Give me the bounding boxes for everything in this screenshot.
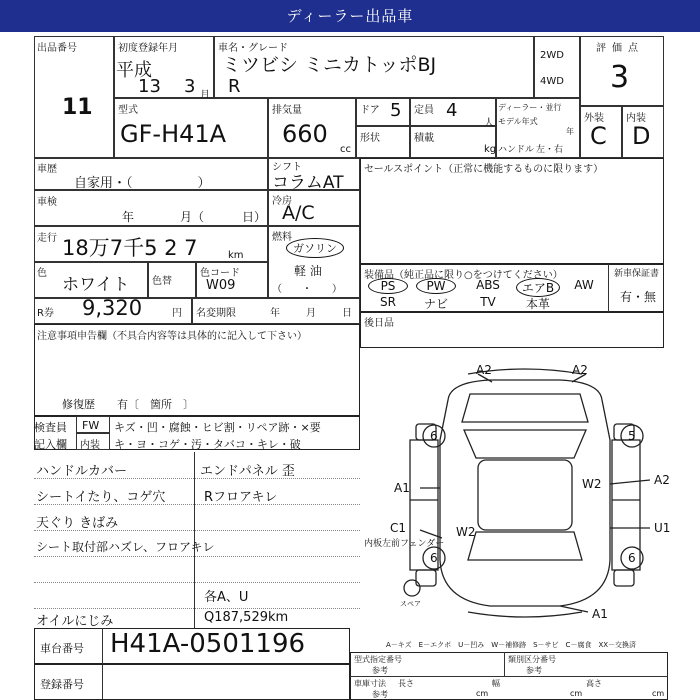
shape-label: 形状 bbox=[360, 133, 380, 144]
check-row2-label: 記入欄 bbox=[34, 438, 67, 451]
load-unit: kg bbox=[484, 144, 497, 155]
interior-value: D bbox=[632, 122, 651, 150]
name-change-year: 年 bbox=[270, 308, 280, 319]
name-change-month: 月 bbox=[306, 308, 316, 319]
footer-class-ref: 参考 bbox=[526, 666, 542, 675]
color-code-value: W09 bbox=[206, 278, 236, 293]
spare-label: スペア bbox=[400, 600, 421, 608]
footer-dims-ref: 参考 bbox=[372, 690, 388, 699]
exterior-value: C bbox=[590, 122, 607, 150]
note-line bbox=[34, 556, 360, 557]
footer-width: 幅 bbox=[492, 679, 500, 688]
rear-bumper bbox=[468, 612, 582, 617]
mileage-value: 18万7千5 2 7 bbox=[62, 236, 198, 260]
damage-legend: A－キズ E－エクボ U－凹み W－補修跡 S－サビ C－腐食 XX－交換済 bbox=[386, 641, 637, 649]
equipment-ps: PS bbox=[368, 278, 408, 294]
interior-label: 内装 bbox=[626, 113, 646, 124]
note-seat-mount: シート取付部ハズレ、フロアキレ bbox=[36, 540, 215, 554]
mark-c1-left: C1 bbox=[390, 521, 407, 535]
equipment-navi: ナビ bbox=[423, 297, 448, 311]
mark-a2-front-right: A2 bbox=[572, 363, 588, 377]
first-reg-era: 平成 bbox=[116, 60, 152, 81]
after-fit-block bbox=[360, 312, 664, 348]
model-value: ミツビシ ミニカトッポBJ bbox=[222, 54, 437, 76]
model-year-label: モデル年式 bbox=[498, 117, 538, 126]
car-windshield bbox=[464, 430, 586, 458]
vin-label: 車台番号 bbox=[40, 642, 84, 655]
car-right-side bbox=[612, 440, 640, 570]
drive-4wd: 4WD bbox=[540, 76, 564, 87]
fuel-gasoline: ガソリン bbox=[286, 238, 344, 258]
footer-type-num: 型式指定番号 bbox=[354, 655, 402, 664]
warranty-label: 新車保証書 bbox=[614, 269, 660, 279]
equipment-abs: ABS bbox=[476, 278, 500, 292]
equipment-pw: PW bbox=[416, 278, 456, 294]
inspection-day: 日） bbox=[242, 210, 267, 224]
load-label: 積載 bbox=[414, 133, 434, 144]
score-label: 評価点 bbox=[596, 43, 644, 54]
footer-type-ref: 参考 bbox=[372, 666, 388, 675]
car-roof bbox=[478, 460, 572, 530]
mark-a1-left: A1 bbox=[394, 481, 410, 495]
inspection-cell bbox=[34, 190, 268, 226]
displacement-value: 660 bbox=[282, 120, 328, 148]
color-label: 色 bbox=[37, 268, 47, 279]
footer-length-unit: cm bbox=[476, 689, 489, 698]
lot-value: 11 bbox=[62, 95, 93, 120]
score-value: 3 bbox=[610, 60, 630, 95]
color-value: ホワイト bbox=[62, 275, 130, 295]
footer-dims: 車庫寸法 bbox=[354, 679, 386, 688]
note-end-panel: エンドパネル 歪 bbox=[200, 464, 295, 479]
history-label: 車歴 bbox=[37, 164, 57, 175]
inspection-month: 月（ bbox=[180, 210, 205, 224]
notice-label: 注意事項申告欄（不具合内容等は具体的に記入して下さい） bbox=[37, 331, 307, 342]
exterior-label: 外装 bbox=[584, 113, 604, 124]
footer-height: 高さ bbox=[586, 679, 602, 688]
check-row1-text: キズ・凹・腐蝕・ヒビ割・リペア跡・×要 bbox=[114, 421, 321, 434]
check-row1-label: 検査員 bbox=[34, 421, 67, 434]
note-handle-cover: ハンドルカバー bbox=[36, 464, 128, 479]
mark-a1-rear: A1 bbox=[592, 607, 608, 621]
vin-value: H41A-0501196 bbox=[110, 629, 306, 659]
equipment-label: 装備品（純正品に限り○をつけてください） bbox=[364, 270, 563, 281]
capacity-value: 4 bbox=[446, 100, 458, 121]
note-oil-seep: オイルにじみ bbox=[36, 614, 114, 629]
capacity-unit: 人 bbox=[484, 118, 494, 129]
car-rear-window bbox=[468, 532, 582, 560]
model-year-unit: 年 bbox=[566, 127, 574, 136]
car-damage-diagram bbox=[360, 360, 690, 630]
equipment-tv: TV bbox=[480, 295, 496, 309]
capacity-label: 定員 bbox=[414, 105, 434, 116]
dealer-label: ディーラー・並行 bbox=[498, 103, 562, 112]
first-reg-month-unit: 月 bbox=[200, 90, 210, 101]
name-change-day: 日 bbox=[342, 308, 352, 319]
fuel-label: 燃料 bbox=[272, 232, 292, 243]
mark-6-front-left: 6 bbox=[430, 429, 438, 443]
ac-value: A/C bbox=[282, 202, 315, 224]
fuel-other: （ ・ ） bbox=[272, 284, 342, 295]
fuel-diesel: 軽 油 bbox=[294, 264, 322, 278]
drive-cell bbox=[534, 36, 580, 98]
recycle-label: R券 bbox=[37, 308, 54, 319]
footer-length: 長さ bbox=[398, 679, 414, 688]
note-line bbox=[34, 582, 360, 583]
mark-a2-front-left: A2 bbox=[476, 363, 492, 377]
note-ceiling-yellowing: 天ぐり きばみ bbox=[36, 516, 119, 531]
wheel-rr bbox=[614, 570, 634, 586]
check-row2-text: キ・ヨ・コゲ・汚・タバコ・キレ・破 bbox=[114, 438, 301, 451]
recycle-unit: 円 bbox=[172, 308, 182, 319]
type-label: 型式 bbox=[118, 105, 138, 116]
check-row1-tag: FW bbox=[82, 419, 100, 432]
equipment-divider bbox=[608, 264, 609, 312]
car-hood bbox=[462, 394, 588, 422]
handle-label: ハンドル bbox=[498, 145, 535, 155]
mark-w2-right: W2 bbox=[582, 477, 602, 491]
doors-label: ドア bbox=[360, 105, 380, 116]
displacement-label: 排気量 bbox=[272, 105, 302, 116]
first-reg-r: R bbox=[228, 76, 241, 97]
first-reg-month: 3 bbox=[184, 76, 196, 97]
car-outline bbox=[440, 380, 610, 606]
repair-history: 修復歴 有〔 箇所 〕 bbox=[62, 398, 194, 411]
first-reg-year: 13 bbox=[138, 76, 161, 97]
note-various: 各A、U bbox=[204, 590, 249, 605]
type-value: GF-H41A bbox=[120, 120, 227, 148]
warranty-value: 有・無 bbox=[620, 290, 657, 304]
mark-w2-left: W2 bbox=[456, 525, 476, 539]
check-row2-tag: 内装 bbox=[80, 440, 100, 451]
equipment-airbag: エアB bbox=[516, 278, 560, 297]
sales-point-label: セールスポイント（正常に機能するものに限ります） bbox=[364, 164, 604, 175]
mileage-label: 走行 bbox=[37, 233, 57, 244]
footer-row-divider bbox=[350, 676, 668, 677]
shift-label: シフト bbox=[272, 162, 302, 173]
note-r-floor: Rフロアキレ bbox=[204, 490, 278, 505]
equipment-leather: 本革 bbox=[525, 297, 550, 311]
color-code-label: 色コード bbox=[200, 268, 240, 279]
mark-u1-right: U1 bbox=[654, 521, 671, 535]
history-value: 自家用・（ ） bbox=[74, 176, 211, 191]
equipment-aw: AW bbox=[574, 278, 594, 292]
footer-col-divider bbox=[504, 652, 505, 676]
note-seat-burn: シートイたり、コゲ穴 bbox=[36, 490, 166, 505]
first-reg-label: 初度登録年月 bbox=[118, 43, 178, 54]
shift-value: コラムAT bbox=[272, 173, 344, 193]
reg-label: 登録番号 bbox=[40, 678, 84, 691]
name-change-label: 名変期限 bbox=[196, 308, 236, 319]
diagram-side-note: 内板左前フェンダー bbox=[364, 539, 445, 549]
mark-a2-right: A2 bbox=[654, 473, 670, 487]
footer-class-num: 類別区分番号 bbox=[508, 655, 556, 664]
equipment-sr: SR bbox=[380, 295, 396, 309]
footer-height-unit: cm bbox=[652, 689, 665, 698]
ac-label: 冷房 bbox=[272, 196, 292, 207]
doors-value: 5 bbox=[390, 100, 402, 121]
note-odometer: Q187,529km bbox=[204, 610, 289, 625]
mileage-unit: km bbox=[228, 250, 244, 261]
page-banner: ディーラー出品車 bbox=[0, 0, 700, 32]
spare-tire bbox=[404, 580, 420, 596]
mark-6-rear-left: 6 bbox=[430, 551, 438, 565]
mark-5-front-right: 5 bbox=[628, 429, 636, 443]
drive-2wd: 2WD bbox=[540, 50, 564, 61]
handle-options: 左・右 bbox=[536, 145, 564, 155]
recycle-value: 9,320 bbox=[82, 296, 143, 320]
color-change-label: 色替 bbox=[152, 276, 172, 287]
lot-label: 出品番号 bbox=[37, 43, 77, 54]
inspection-label: 車検 bbox=[37, 197, 57, 208]
note-line bbox=[34, 608, 360, 609]
after-fit-label: 後日品 bbox=[364, 318, 394, 329]
mark-6-rear-right: 6 bbox=[628, 551, 636, 565]
model-label: 車名・グレード bbox=[218, 43, 288, 54]
displacement-unit: cc bbox=[340, 144, 351, 155]
inspection-year: 年 bbox=[122, 210, 135, 224]
footer-width-unit: cm bbox=[570, 689, 583, 698]
